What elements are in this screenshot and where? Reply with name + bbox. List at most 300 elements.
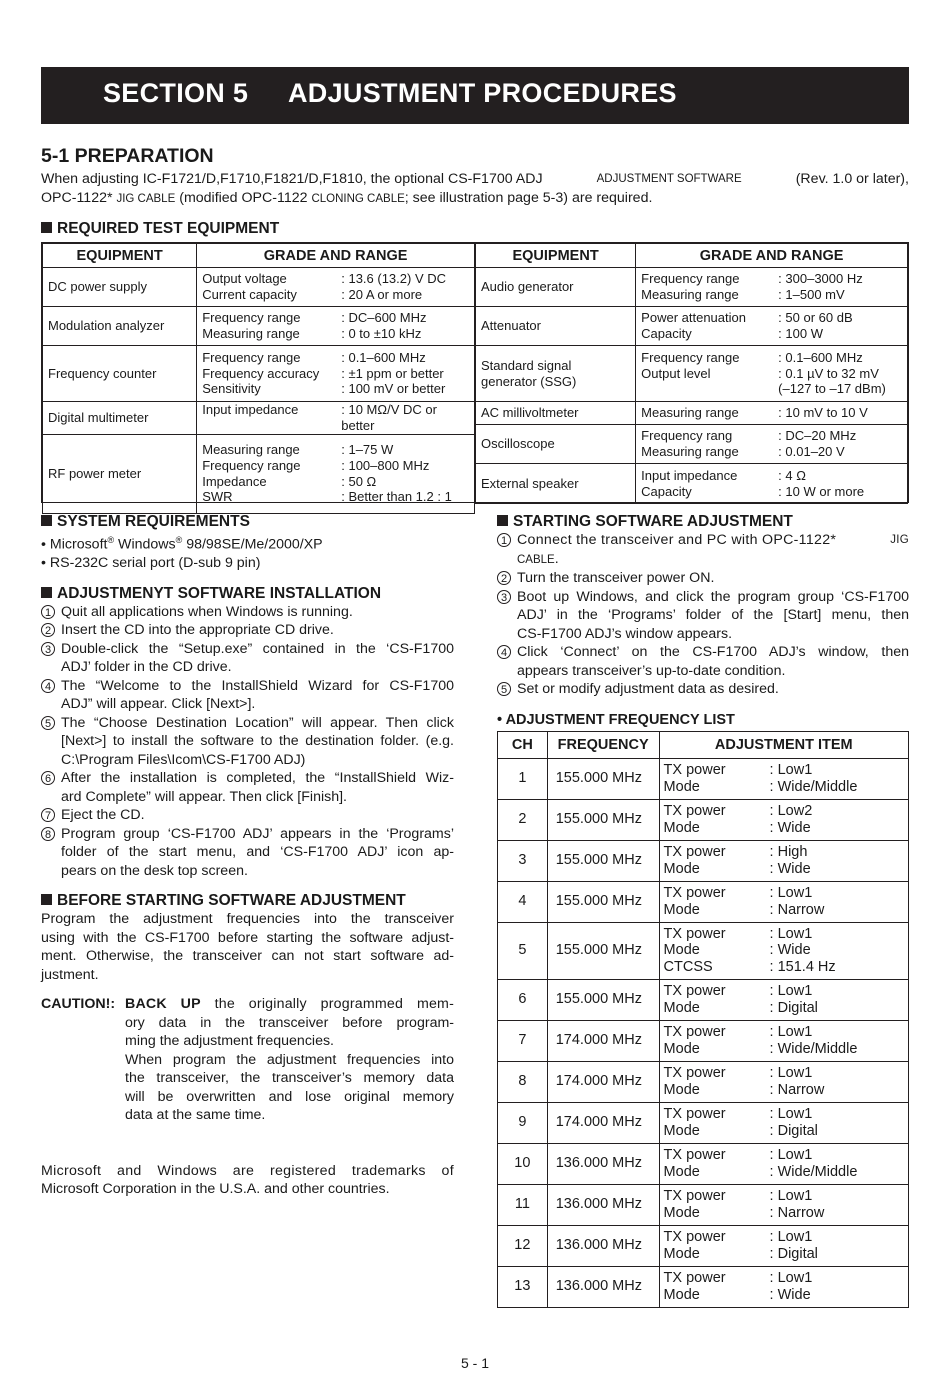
caution-line: ory data in the transceiver before program- — [125, 1014, 454, 1031]
caution-line: data at the same time. — [125, 1107, 266, 1124]
step-line: CS-F1700 ADJ’s window appears. — [517, 625, 733, 642]
spec-value: : DC–20 MHz — [778, 428, 857, 444]
item-row — [664, 1041, 907, 1057]
item-value: : Low1 — [769, 1270, 813, 1287]
adjustment-item-cell — [659, 799, 908, 840]
spec-row — [641, 468, 902, 484]
item-row — [664, 1188, 907, 1204]
square-bullet-icon — [41, 587, 52, 598]
step-line: Insert the CD into the appropriate CD drive. — [61, 622, 334, 639]
equipment-name: Modulation analyzer — [43, 307, 197, 346]
item-row — [664, 1024, 907, 1040]
step-text — [61, 714, 454, 770]
spec-key: Input impedance — [641, 467, 738, 483]
spec-list — [641, 428, 902, 460]
item-key: Mode — [663, 1286, 700, 1303]
step-text — [61, 769, 454, 806]
item-value: : Digital — [769, 1122, 818, 1139]
preparation-intro — [41, 170, 909, 208]
equipment-grade — [636, 425, 908, 464]
equipment-table-right — [475, 243, 908, 504]
spec-key: Frequency range — [641, 349, 740, 365]
equipment-grade — [636, 346, 908, 402]
spec-value: (–127 to –17 dBm) — [778, 381, 886, 397]
registered-mark: ® — [175, 535, 183, 545]
adjustment-item-cell — [659, 1061, 908, 1102]
required-equipment-heading — [41, 220, 279, 238]
equipment-name: Attenuator — [476, 307, 636, 346]
item-key: Mode — [663, 819, 700, 836]
adjustment-item-cell — [659, 1184, 908, 1225]
spec-row — [202, 402, 469, 434]
equipment-row — [476, 307, 908, 346]
item-key: Mode — [663, 778, 700, 795]
trademark-note — [41, 1162, 454, 1199]
spec-value: : 100 W — [778, 326, 823, 341]
before-line: ment. Otherwise, the transceiver can not start software ad- — [41, 948, 454, 965]
spec-row — [641, 326, 902, 342]
step-number-icon: 5 — [497, 682, 511, 696]
item-row — [664, 1164, 907, 1180]
spec-list — [202, 271, 469, 303]
before-starting-title: BEFORE STARTING SOFTWARE ADJUSTMENT — [57, 892, 406, 910]
equipment-row — [476, 402, 908, 425]
frequency-cell: 155.000 MHz — [547, 922, 659, 979]
spec-row — [641, 444, 902, 460]
equipment-grade — [197, 434, 475, 513]
item-key: TX power — [663, 1024, 726, 1041]
item-key: Mode — [663, 901, 700, 918]
item-value: : Low1 — [769, 1106, 813, 1123]
before-starting-body — [41, 910, 454, 984]
spec-key: Capacity — [641, 483, 692, 499]
channel-cell: 4 — [498, 881, 548, 922]
spec-list — [641, 405, 902, 421]
before-starting-heading — [41, 892, 454, 910]
item-key: TX power — [663, 762, 726, 779]
equipment-row — [43, 307, 475, 346]
step1-end: . — [554, 550, 559, 567]
item-value: : Digital — [769, 1245, 818, 1262]
caution-line: When program the adjustment frequencies into — [125, 1051, 454, 1068]
square-bullet-icon — [41, 894, 52, 905]
spec-value: : 1–75 W — [341, 442, 394, 457]
item-value: : Wide — [769, 1286, 811, 1303]
trademark-line: Microsoft and Windows are registered trademarks of — [41, 1162, 454, 1179]
left-column — [41, 513, 454, 1199]
spec-list — [202, 310, 469, 342]
caution-line-1 — [125, 995, 454, 1014]
spec-key: SWR — [202, 489, 233, 505]
preparation-title: 5-1 PREPARATION — [41, 145, 214, 167]
spec-value: : 10 mV to 10 V — [778, 405, 868, 421]
before-line: using with the CS-F1700 before starting the software adjust- — [41, 929, 454, 946]
step1-line — [517, 531, 909, 550]
item-value: : 151.4 Hz — [769, 958, 836, 975]
step-text — [61, 640, 454, 677]
item-value: : Low1 — [769, 926, 813, 943]
starting-heading — [497, 513, 909, 531]
item-key: TX power — [663, 1188, 726, 1205]
frequency-cell: 136.000 MHz — [547, 1266, 659, 1307]
channel-cell: 8 — [498, 1061, 548, 1102]
step-text — [517, 680, 909, 699]
intro-line-1 — [41, 170, 909, 189]
frequency-cell: 155.000 MHz — [547, 881, 659, 922]
item-key: TX power — [663, 844, 726, 861]
list-item — [41, 677, 454, 714]
spec-row — [641, 350, 902, 366]
col-header-grade: GRADE AND RANGE — [197, 244, 475, 268]
item-row — [664, 1082, 907, 1098]
item-key: TX power — [663, 983, 726, 1000]
step-line: The “Welcome to the InstallShield Wizard for CS-F1700 — [61, 677, 454, 694]
sysreq-ms: • Microsoft — [41, 536, 108, 553]
step-line: folder of the start menu, and ‘CS-F1700 ADJ’ icon ap- — [61, 844, 454, 861]
step-number-icon: 8 — [41, 827, 55, 841]
equipment-name: External speaker — [476, 464, 636, 504]
spec-row — [641, 484, 902, 500]
table-row — [498, 922, 909, 979]
spec-key: Measuring range — [202, 442, 300, 457]
step-text — [517, 588, 909, 644]
adjustment-item-cell — [659, 1102, 908, 1143]
table-row — [498, 799, 909, 840]
item-value: : Narrow — [769, 1204, 825, 1221]
item-row — [664, 1106, 907, 1122]
equipment-grade — [197, 307, 475, 346]
item-row — [664, 861, 907, 877]
step-number-icon: 4 — [41, 679, 55, 693]
item-row — [664, 820, 907, 836]
system-requirements-title: SYSTEM REQUIREMENTS — [57, 513, 250, 530]
col-header-adjustment-item: ADJUSTMENT ITEM — [659, 731, 908, 758]
spec-value: : 0.1–600 MHz — [341, 349, 426, 365]
table-row — [498, 1061, 909, 1102]
registered-mark: ® — [107, 535, 115, 545]
equipment-row — [43, 402, 475, 435]
item-value: : Wide/Middle — [769, 1163, 858, 1180]
spec-key: Capacity — [641, 326, 692, 341]
item-key: Mode — [663, 860, 700, 877]
list-item — [41, 806, 454, 825]
list-item — [497, 569, 909, 588]
step-number-icon: 2 — [497, 571, 511, 585]
channel-cell: 7 — [498, 1020, 548, 1061]
item-value: : Narrow — [769, 1081, 825, 1098]
step1-text: Connect the transceiver and PC with OPC-1122* — [517, 532, 837, 548]
item-row — [664, 779, 907, 795]
col-header-grade-2: GRADE AND RANGE — [636, 244, 908, 268]
col-header-ch: CH — [498, 731, 548, 758]
step-text — [61, 825, 454, 881]
frequency-cell: 155.000 MHz — [547, 758, 659, 799]
spec-row — [641, 405, 902, 421]
spec-row — [202, 489, 469, 505]
system-req-item-windows — [41, 531, 454, 554]
spec-key: Frequency accuracy — [202, 365, 320, 381]
step-line: Set or modify adjustment data as desired. — [517, 681, 779, 697]
item-value: : Wide — [769, 942, 811, 959]
equipment-table-left — [42, 243, 475, 514]
list-item — [497, 588, 909, 644]
spec-row — [202, 442, 469, 458]
intro-line-2 — [41, 189, 909, 209]
spec-key: Frequency rang — [641, 428, 733, 444]
item-value: : Low1 — [769, 1229, 813, 1246]
caution-backup: BACK UP — [125, 996, 201, 1013]
spec-row — [641, 428, 902, 444]
square-bullet-icon — [41, 222, 52, 233]
equipment-row — [476, 464, 908, 504]
item-row — [664, 942, 907, 958]
spec-value: : 13.6 (13.2) V DC — [341, 271, 447, 287]
table-row — [498, 840, 909, 881]
sysreq-versions: 98/98SE/Me/2000/XP — [182, 536, 323, 553]
spec-row — [641, 287, 902, 303]
system-req-item-serial: • RS-232C serial port (D-sub 9 pin) — [41, 555, 261, 572]
system-requirements-heading — [41, 513, 454, 531]
intro-small-software: ADJUSTMENT SOFTWARE — [596, 173, 742, 185]
spec-list — [202, 402, 469, 434]
spec-list — [202, 442, 469, 505]
spec-key: Frequency range — [641, 271, 740, 287]
item-key: TX power — [663, 926, 726, 943]
list-item — [497, 643, 909, 680]
spec-row — [202, 350, 469, 366]
step-line: ADJ” will appear. Click [Next>]. — [61, 696, 256, 713]
spec-row — [202, 271, 469, 287]
spec-key: Sensitivity — [202, 381, 261, 397]
equipment-row — [43, 434, 475, 513]
spec-key: Power attenuation — [641, 310, 746, 326]
table-row — [498, 758, 909, 799]
spec-row — [202, 381, 469, 397]
step-line: Program group ‘CS-F1700 ADJ’ appears in the ‘Programs’ — [61, 825, 454, 842]
step-line: ADJ’ in the ‘Programs’ folder of the [Start] menu, then — [517, 607, 909, 623]
channel-cell: 13 — [498, 1266, 548, 1307]
step-line: ard Complete” will appear. Then click [Finish]. — [61, 788, 347, 805]
step-text — [61, 806, 454, 825]
caution-lines — [125, 1014, 454, 1125]
channel-cell: 3 — [498, 840, 548, 881]
trademark-line: Microsoft Corporation in the U.S.A. and other countries. — [41, 1181, 390, 1198]
frequency-cell: 155.000 MHz — [547, 799, 659, 840]
item-value: : Wide — [769, 819, 811, 836]
list-item — [41, 603, 454, 622]
caution-label: CAUTION!: — [41, 996, 116, 1013]
equipment-name: Digital multimeter — [43, 402, 197, 435]
item-value: : Low1 — [769, 1024, 813, 1041]
before-line: Program the adjustment frequencies into the transceiver — [41, 911, 454, 928]
list-item — [497, 680, 909, 699]
item-row — [664, 983, 907, 999]
item-row — [664, 885, 907, 901]
caution-line: ming the adjustment frequencies. — [125, 1033, 334, 1050]
step1-cable: CABLE — [517, 553, 555, 566]
item-value: : Wide/Middle — [769, 1040, 858, 1057]
step-line: C:\Program Files\Icom\CS-F1700 ADJ) — [61, 751, 306, 768]
section-title: ADJUSTMENT PROCEDURES — [288, 78, 677, 108]
step-line: Eject the CD. — [61, 807, 145, 824]
channel-cell: 2 — [498, 799, 548, 840]
step-number-icon: 1 — [41, 605, 55, 619]
spec-value: : 50 Ω — [341, 473, 377, 489]
caution-line: will be overwritten and lose original memory — [125, 1088, 454, 1105]
intro-small-jig: JIG CABLE — [116, 192, 176, 205]
section-label: SECTION 5 — [103, 78, 249, 108]
item-value: : Digital — [769, 999, 818, 1016]
equipment-grade — [636, 268, 908, 307]
item-row — [664, 1147, 907, 1163]
item-key: TX power — [663, 885, 726, 902]
item-row — [664, 959, 907, 975]
right-column — [497, 513, 909, 1308]
item-row — [664, 1123, 907, 1139]
frequency-cell: 174.000 MHz — [547, 1020, 659, 1061]
equipment-name: Audio generator — [476, 268, 636, 307]
adjustment-item-cell — [659, 1266, 908, 1307]
spec-row — [641, 310, 902, 326]
item-row — [664, 844, 907, 860]
item-value: : Low1 — [769, 885, 813, 902]
frequency-cell: 174.000 MHz — [547, 1102, 659, 1143]
equipment-name: AC millivoltmeter — [476, 402, 636, 425]
spec-value: : 100 mV or better — [341, 381, 446, 397]
starting-title: STARTING SOFTWARE ADJUSTMENT — [513, 513, 793, 530]
spec-key: Frequency range — [202, 349, 301, 365]
adjustment-item-cell — [659, 840, 908, 881]
item-key: TX power — [663, 1106, 726, 1123]
list-item — [41, 825, 454, 881]
table-row — [498, 1266, 909, 1307]
spec-key: Output level — [641, 365, 711, 381]
item-key: Mode — [663, 1245, 700, 1262]
item-value: : Wide — [769, 860, 811, 877]
page-number: 5 - 1 — [460, 1355, 489, 1371]
table-row — [498, 881, 909, 922]
frequency-cell: 136.000 MHz — [547, 1184, 659, 1225]
spec-row — [202, 287, 469, 303]
spec-key: Measuring range — [641, 287, 739, 302]
installation-title: ADJUSTMENYT SOFTWARE INSTALLATION — [57, 584, 382, 602]
installation-steps — [41, 603, 454, 881]
table-row — [498, 1184, 909, 1225]
frequency-cell: 155.000 MHz — [547, 840, 659, 881]
equipment-name: Frequency counter — [43, 346, 197, 402]
table-row — [498, 1143, 909, 1184]
intro-text-b: (Rev. 1.0 or later), — [795, 171, 909, 187]
starting-step-1 — [497, 531, 909, 569]
frequency-table — [497, 731, 909, 1308]
required-equipment-title: REQUIRED TEST EQUIPMENT — [57, 220, 280, 237]
item-value: : Low2 — [769, 803, 813, 820]
step-number-icon: 6 — [41, 771, 55, 785]
item-row — [664, 1246, 907, 1262]
item-value: : Low1 — [769, 1188, 813, 1205]
spec-value: : 10 MΩ/V DC or better — [341, 402, 437, 433]
spec-value: : 50 or 60 dB — [778, 310, 853, 326]
item-row — [664, 762, 907, 778]
item-key: Mode — [663, 1204, 700, 1221]
item-value: : Low1 — [769, 983, 813, 1000]
square-bullet-icon — [497, 515, 508, 526]
channel-cell: 5 — [498, 922, 548, 979]
step-number-icon: 5 — [41, 716, 55, 730]
freq-list-title: • ADJUSTMENT FREQUENCY LIST — [497, 711, 735, 728]
step-number-icon: 1 — [497, 533, 511, 547]
step-line: appears transceiver’s up-to-date condition. — [517, 662, 786, 679]
spec-row — [202, 326, 469, 342]
spec-value: : 20 A or more — [341, 287, 423, 302]
caution-line: the transceiver, the transceiver’s memory data — [125, 1070, 454, 1087]
item-key: Mode — [663, 942, 700, 959]
channel-cell: 9 — [498, 1102, 548, 1143]
table-row — [498, 979, 909, 1020]
spec-value: : DC–600 MHz — [341, 310, 427, 326]
spec-value: : 1–500 mV — [778, 287, 845, 302]
spec-value: : 300–3000 Hz — [778, 271, 863, 287]
item-row — [664, 1229, 907, 1245]
equipment-row — [476, 268, 908, 307]
item-value: : High — [769, 844, 808, 861]
equipment-name: RF power meter — [43, 434, 197, 513]
intro-text-a: When adjusting IC-F1721/D,F1710,F1821/D,F1810, the optional CS-F1700 ADJ — [41, 171, 543, 187]
spec-row — [641, 271, 902, 287]
equipment-row — [43, 268, 475, 307]
spec-list — [641, 271, 902, 303]
step-number-icon: 7 — [41, 808, 55, 822]
step-line: After the installation is completed, the “InstallShield Wiz- — [61, 770, 454, 787]
spec-row — [202, 310, 469, 326]
equipment-row — [476, 425, 908, 464]
spec-key: Frequency range — [202, 310, 301, 326]
spec-value: : 100–800 MHz — [341, 457, 430, 473]
sysreq-windows: Windows — [114, 536, 176, 553]
item-key: CTCSS — [663, 958, 713, 975]
table-row — [498, 1225, 909, 1266]
item-value: : Low1 — [769, 1065, 813, 1082]
intro-see: ; see illustration page 5-3) are required. — [404, 189, 653, 206]
list-item — [41, 769, 454, 806]
step-line: pears on the desk top screen. — [61, 862, 248, 879]
channel-cell: 6 — [498, 979, 548, 1020]
list-item — [41, 640, 454, 677]
item-key: TX power — [663, 803, 726, 820]
adjustment-item-cell — [659, 1143, 908, 1184]
spec-row — [202, 458, 469, 474]
equipment-row — [476, 346, 908, 402]
intro-small-cloning: CLONING CABLE — [311, 192, 405, 205]
equipment-grade — [636, 464, 908, 504]
frequency-cell: 155.000 MHz — [547, 979, 659, 1020]
intro-modified: (modified OPC-1122 — [179, 189, 308, 206]
step1-jig: JIG — [890, 534, 909, 546]
equipment-name: Oscilloscope — [476, 425, 636, 464]
spec-row — [202, 366, 469, 382]
channel-cell: 12 — [498, 1225, 548, 1266]
installation-heading — [41, 585, 454, 603]
spec-key: Frequency range — [202, 457, 301, 473]
spec-value: : 0.1–600 MHz — [778, 349, 863, 365]
item-value: : Low1 — [769, 1147, 813, 1164]
spec-key: Measuring range — [641, 444, 739, 459]
step-text — [517, 643, 909, 680]
step-line: Double-click the “Setup.exe” contained in the ‘CS-F1700 — [61, 640, 454, 657]
square-bullet-icon — [41, 515, 52, 526]
adjustment-item-cell — [659, 1225, 908, 1266]
step-line: Boot up Windows, and click the program group ‘CS-F1700 — [517, 588, 909, 605]
